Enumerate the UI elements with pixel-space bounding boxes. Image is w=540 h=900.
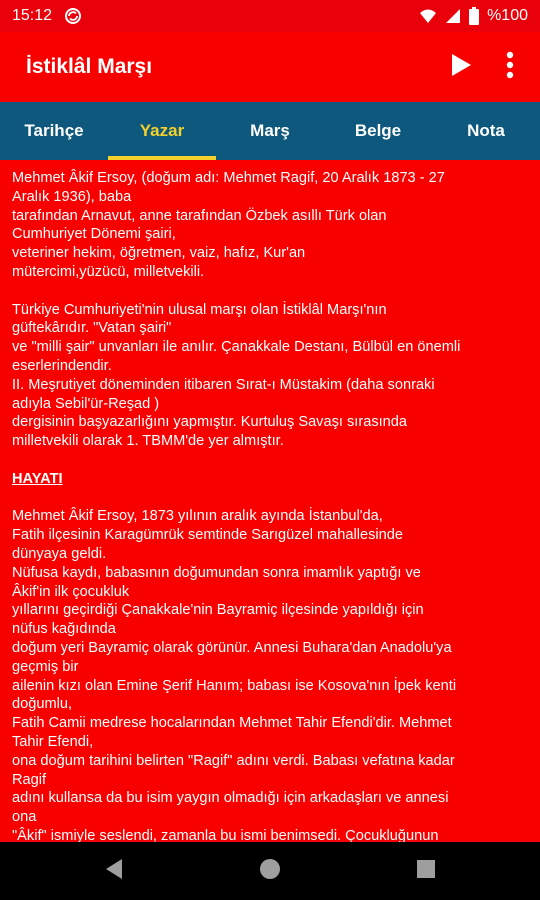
- text-line: mütercimi,yüzücü, milletvekili.: [12, 263, 205, 280]
- sync-icon: [64, 7, 82, 25]
- text-line: geçmiş bir: [12, 658, 79, 675]
- text-line: ona doğum tarihini belirten "Ragif" adını verdi. Babası vefatına kadar: [12, 752, 455, 769]
- text-line: Mehmet Âkif Ersoy, (doğum adı: Mehmet Ragif, 20 Aralık 1873 - 27: [12, 170, 445, 186]
- system-nav-bar: [0, 842, 540, 900]
- text-line: milletvekili olarak 1. TBMM'de yer almıştır.: [12, 433, 284, 450]
- text-line: II. Meşrutiyet döneminden itibaren Sırat-ı Müstakim (daha sonraki: [12, 376, 435, 393]
- tab-yazar[interactable]: Yazar: [108, 102, 216, 160]
- recents-icon: [416, 859, 436, 884]
- text-line: dünyaya geldi.: [12, 545, 107, 562]
- text-line: Nüfusa kaydı, babasının doğumundan sonra imamlık yaptığı ve: [12, 564, 421, 581]
- text-line: adıyla Sebil'ür-Reşad ): [12, 395, 160, 412]
- text-line: Ragif: [12, 771, 47, 788]
- text-line: Aralık 1936), baba: [12, 188, 132, 205]
- tab-belge[interactable]: Belge: [354, 121, 402, 140]
- tab-mars[interactable]: Marş: [250, 121, 290, 140]
- signal-icon: [445, 8, 461, 24]
- text-line: yıllarını geçirdiği Çanakkale'nin Bayramiç ilçesinde yapıldığı için: [12, 602, 424, 619]
- text-line: Âkif'in ilk çocukluk: [12, 583, 130, 600]
- app-bar: [0, 32, 540, 102]
- text-line: tarafından Arnavut, anne tarafından Özbek asıllı Türk olan: [12, 207, 387, 224]
- text-line: dergisinin başyazarlığını yapmıştır. Kurtuluş Savaşı sırasında: [12, 414, 408, 431]
- text-line: Fatih Camii medrese hocalarından Mehmet Tahir Efendi'dir. Mehmet: [12, 715, 452, 732]
- battery-icon: [469, 7, 479, 25]
- text-line: eserlerindendir.: [12, 357, 112, 374]
- tab-tarihce[interactable]: Tarihçe: [24, 121, 84, 140]
- section-heading: HAYATI: [12, 470, 63, 487]
- intro-paragraph: [12, 169, 528, 282]
- more-vert-icon[interactable]: [506, 51, 514, 84]
- text-line: güftekârıdır. "Vatan şairi": [12, 320, 172, 337]
- text-line: Türkiye Cumhuriyeti'nin ulusal marşı olan İstiklâl Marşı'nın: [12, 301, 387, 318]
- home-icon: [259, 858, 281, 885]
- text-line: doğumlu,: [12, 696, 73, 713]
- author-content[interactable]: [0, 160, 540, 842]
- second-paragraph: [12, 301, 528, 451]
- life-paragraph: [12, 507, 528, 842]
- text-line: Tahir Efendi,: [12, 733, 94, 750]
- text-line: ve "milli şair" unvanları ile anılır. Çanakkale Destanı, Bülbül en önemli: [12, 339, 461, 356]
- text-line: Mehmet Âkif Ersoy, 1873 yılının aralık ayında İstanbul'da,: [12, 508, 383, 525]
- home-button[interactable]: [192, 842, 348, 900]
- app-title: İstiklâl Marşı: [26, 55, 153, 78]
- tab-nota[interactable]: Nota: [467, 121, 505, 140]
- back-icon: [104, 858, 124, 885]
- battery-level: %100: [487, 7, 528, 24]
- text-line: doğum yeri Bayramiç olarak görünür. Annesi Buhara'dan Anadolu'ya: [12, 639, 452, 656]
- recents-button[interactable]: [348, 842, 504, 900]
- text-line: nüfus kağıdında: [12, 621, 116, 638]
- status-bar: [0, 0, 540, 32]
- back-button[interactable]: [36, 842, 192, 900]
- tab-bar: [0, 102, 540, 160]
- text-line: Cumhuriyet Dönemi şairi,: [12, 226, 176, 243]
- wifi-icon: [419, 8, 437, 24]
- text-line: "Âkif" ismiyle seslendi, zamanla bu ismi benimsedi. Çocukluğunun: [12, 827, 439, 842]
- text-line: ona: [12, 809, 37, 826]
- text-line: veteriner hekim, öğretmen, vaiz, hafız, Kur'an: [12, 245, 306, 262]
- text-line: Fatih ilçesinin Karagümrük semtinde Sarıgüzel mahallesinde: [12, 527, 403, 544]
- clock: 15:12: [12, 7, 53, 24]
- text-line: ailenin kızı olan Emine Şerif Hanım; babası ise Kosova'nın İpek kenti: [12, 677, 457, 694]
- text-line: adını kullansa da bu isim yaygın olmadığı için arkadaşları ve annesi: [12, 790, 449, 807]
- play-icon[interactable]: [450, 53, 472, 82]
